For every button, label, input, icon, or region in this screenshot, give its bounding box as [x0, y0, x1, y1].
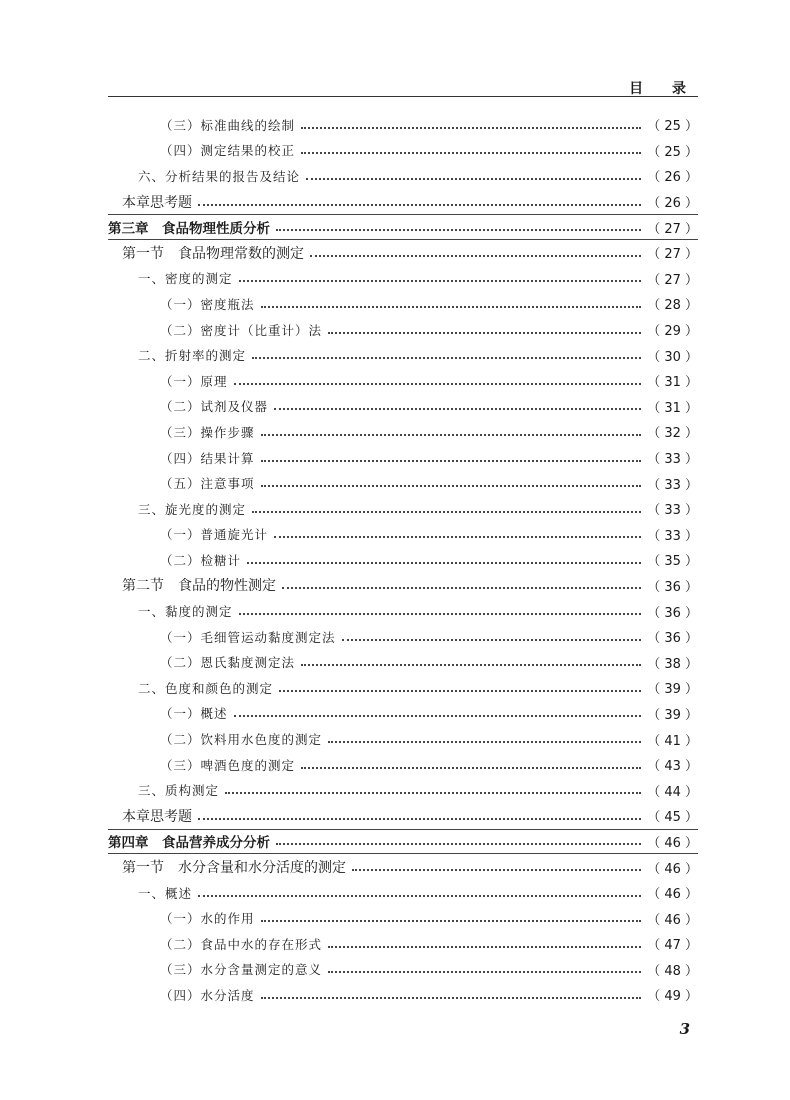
toc-entry: [108, 496, 698, 522]
toc-entry-title: （三）操作步骤: [160, 424, 255, 440]
page-number: 3: [679, 1020, 690, 1038]
toc-entry-title: （三）标准曲线的绘制: [160, 117, 296, 133]
toc-entry: [108, 240, 698, 266]
toc-entry-title: 六、分析结果的报告及结论: [138, 168, 301, 184]
toc-entry-page: （ 36 ）: [647, 579, 698, 595]
toc-entry: [108, 598, 698, 624]
toc-entry-page: （ 49 ）: [647, 989, 698, 1005]
toc-entry-title: （三）水分含量测定的意义: [160, 962, 323, 978]
toc-entry: [108, 649, 698, 675]
toc-entry-title: （四）水分活度: [160, 987, 255, 1003]
toc-entry: [108, 112, 698, 138]
toc-entry-page: （ 31 ）: [647, 375, 698, 391]
toc-leader-dots: [301, 152, 641, 154]
toc-entry: [108, 931, 698, 957]
toc-entry-title: 二、折射率的测定: [138, 348, 247, 364]
toc-entry: [108, 752, 698, 778]
toc-leader-dots: [239, 613, 642, 615]
toc-entry-title: （二）密度计（比重计）法: [160, 322, 323, 338]
toc-entry-title: （四）结果计算: [160, 450, 255, 466]
toc-entry: [108, 803, 698, 829]
toc-leader-dots: [328, 332, 641, 334]
toc-entry-title: 二、色度和颜色的测定: [138, 680, 274, 696]
toc-leader-dots: [261, 434, 642, 436]
toc-leader-dots: [274, 408, 641, 410]
toc-entry-page: （ 33 ）: [647, 503, 698, 519]
toc-entry: [108, 573, 698, 599]
toc-entry-title: 一、概述: [138, 885, 193, 901]
toc-entry: [108, 777, 698, 803]
toc-entry-page: （ 38 ）: [647, 656, 698, 672]
toc-entry-title: （二）恩氏黏度测定法: [160, 655, 296, 671]
toc-entry-page: （ 27 ）: [647, 247, 698, 263]
toc-entry-title: （二）检糖计: [160, 552, 242, 568]
toc-leader-dots: [279, 690, 641, 692]
toc-entry: [108, 547, 698, 573]
toc-entry: [108, 189, 698, 215]
toc-entry: [108, 470, 698, 496]
toc-leader-dots: [261, 460, 642, 462]
toc-entry: [108, 880, 698, 906]
toc-entry-page: （ 26 ）: [647, 196, 698, 212]
toc-entry-title: 三、质构测定: [138, 783, 220, 799]
toc-entry: [108, 138, 698, 164]
toc-leader-dots: [261, 920, 642, 922]
toc-entry-title: （五）注意事项: [160, 476, 255, 492]
toc-entry-title: （二）饮料用水色度的测定: [160, 732, 323, 748]
toc-entry: [108, 701, 698, 727]
toc-entry-title: （一）普通旋光计: [160, 527, 269, 543]
toc-entry-title: 第一节 水分含量和水分活度的测定: [122, 860, 346, 877]
toc-entry-title: （一）密度瓶法: [160, 296, 255, 312]
toc-entry-title: 第四章 食品营养成分分析: [108, 835, 270, 852]
toc-leader-dots: [306, 178, 641, 180]
toc-entry-title: （二）食品中水的存在形式: [160, 936, 323, 952]
toc-leader-dots: [252, 357, 641, 359]
toc-entry-page: （ 30 ）: [647, 349, 698, 365]
toc-leader-dots: [261, 306, 642, 308]
toc-entry: [108, 726, 698, 752]
toc-leader-dots: [225, 792, 641, 794]
toc-entry-title: 第三章 食品物理性质分析: [108, 221, 270, 238]
toc-entry-page: （ 29 ）: [647, 324, 698, 340]
toc-entry-page: （ 26 ）: [647, 170, 698, 186]
toc-entry-title: （四）测定结果的校正: [160, 143, 296, 159]
toc-entry-title: （一）概述: [160, 706, 228, 722]
toc-chapter-entry: [108, 829, 698, 855]
toc-leader-dots: [261, 997, 642, 999]
toc-entry-page: （ 25 ）: [647, 119, 698, 135]
toc-entry-page: （ 36 ）: [647, 605, 698, 621]
header-rule: [108, 96, 698, 97]
toc-leader-dots: [282, 587, 641, 589]
toc-entry: [108, 624, 698, 650]
toc-entry-page: （ 46 ）: [647, 887, 698, 903]
toc-leader-dots: [234, 383, 642, 385]
toc-entry: [108, 317, 698, 343]
toc-entry: [108, 163, 698, 189]
toc-entry-title: 本章思考题: [122, 808, 192, 825]
toc-leader-dots: [234, 715, 642, 717]
toc-entry-title: （一）毛细管运动黏度测定法: [160, 629, 336, 645]
toc-entry: [108, 982, 698, 1008]
toc-leader-dots: [239, 280, 642, 282]
toc-entry: [108, 854, 698, 880]
toc-leader-dots: [247, 562, 641, 564]
toc-entry-page: （ 43 ）: [647, 759, 698, 775]
toc-leader-dots: [198, 818, 641, 820]
table-of-contents: [108, 112, 698, 1008]
toc-leader-dots: [198, 204, 641, 206]
toc-leader-dots: [328, 741, 641, 743]
toc-entry-page: （ 45 ）: [647, 810, 698, 826]
toc-entry: [108, 266, 698, 292]
toc-entry-title: 本章思考题: [122, 194, 192, 211]
toc-entry-page: （ 35 ）: [647, 554, 698, 570]
toc-entry-page: （ 33 ）: [647, 528, 698, 544]
toc-leader-dots: [276, 843, 641, 845]
toc-entry-title: 三、旋光度的测定: [138, 501, 247, 517]
toc-leader-dots: [301, 664, 641, 666]
toc-entry-title: （三）啤酒色度的测定: [160, 757, 296, 773]
toc-leader-dots: [328, 946, 641, 948]
toc-leader-dots: [301, 767, 641, 769]
toc-leader-dots: [342, 639, 642, 641]
toc-leader-dots: [352, 869, 641, 871]
toc-entry: [108, 394, 698, 420]
toc-entry-title: （一）原理: [160, 373, 228, 389]
toc-entry-page: （ 28 ）: [647, 298, 698, 314]
toc-entry-page: （ 27 ）: [647, 221, 698, 237]
toc-chapter-entry: [108, 214, 698, 240]
toc-leader-dots: [261, 485, 642, 487]
toc-entry-page: （ 39 ）: [647, 707, 698, 723]
toc-entry-page: （ 27 ）: [647, 272, 698, 288]
page-header-title: 目 录: [629, 81, 698, 97]
toc-entry: [108, 522, 698, 548]
toc-entry-page: （ 32 ）: [647, 426, 698, 442]
toc-entry-page: （ 33 ）: [647, 452, 698, 468]
toc-leader-dots: [198, 895, 641, 897]
toc-entry-page: （ 46 ）: [647, 835, 698, 851]
toc-entry-page: （ 46 ）: [647, 861, 698, 877]
toc-entry-title: 第二节 食品的物性测定: [122, 578, 276, 595]
toc-entry: [108, 445, 698, 471]
toc-entry-page: （ 48 ）: [647, 963, 698, 979]
toc-entry-page: （ 47 ）: [647, 938, 698, 954]
toc-entry-page: （ 36 ）: [647, 631, 698, 647]
toc-entry-title: 一、黏度的测定: [138, 604, 233, 620]
toc-entry-title: （二）试剂及仪器: [160, 399, 269, 415]
toc-entry: [108, 675, 698, 701]
toc-entry-page: （ 33 ）: [647, 477, 698, 493]
toc-entry-page: （ 44 ）: [647, 784, 698, 800]
toc-entry-page: （ 46 ）: [647, 912, 698, 928]
toc-entry-page: （ 41 ）: [647, 733, 698, 749]
toc-entry: [108, 905, 698, 931]
toc-entry-page: （ 25 ）: [647, 144, 698, 160]
toc-leader-dots: [328, 971, 641, 973]
toc-entry-title: （一）水的作用: [160, 911, 255, 927]
toc-entry: [108, 419, 698, 445]
toc-entry: [108, 342, 698, 368]
toc-entry: [108, 291, 698, 317]
toc-entry: [108, 368, 698, 394]
toc-entry: [108, 957, 698, 983]
toc-entry-page: （ 39 ）: [647, 682, 698, 698]
toc-leader-dots: [252, 511, 641, 513]
toc-leader-dots: [310, 255, 641, 257]
toc-leader-dots: [274, 536, 641, 538]
toc-leader-dots: [301, 127, 641, 129]
toc-entry-title: 一、密度的测定: [138, 271, 233, 287]
toc-entry-title: 第一节 食品物理常数的测定: [122, 245, 304, 262]
toc-entry-page: （ 31 ）: [647, 400, 698, 416]
toc-leader-dots: [276, 229, 641, 231]
